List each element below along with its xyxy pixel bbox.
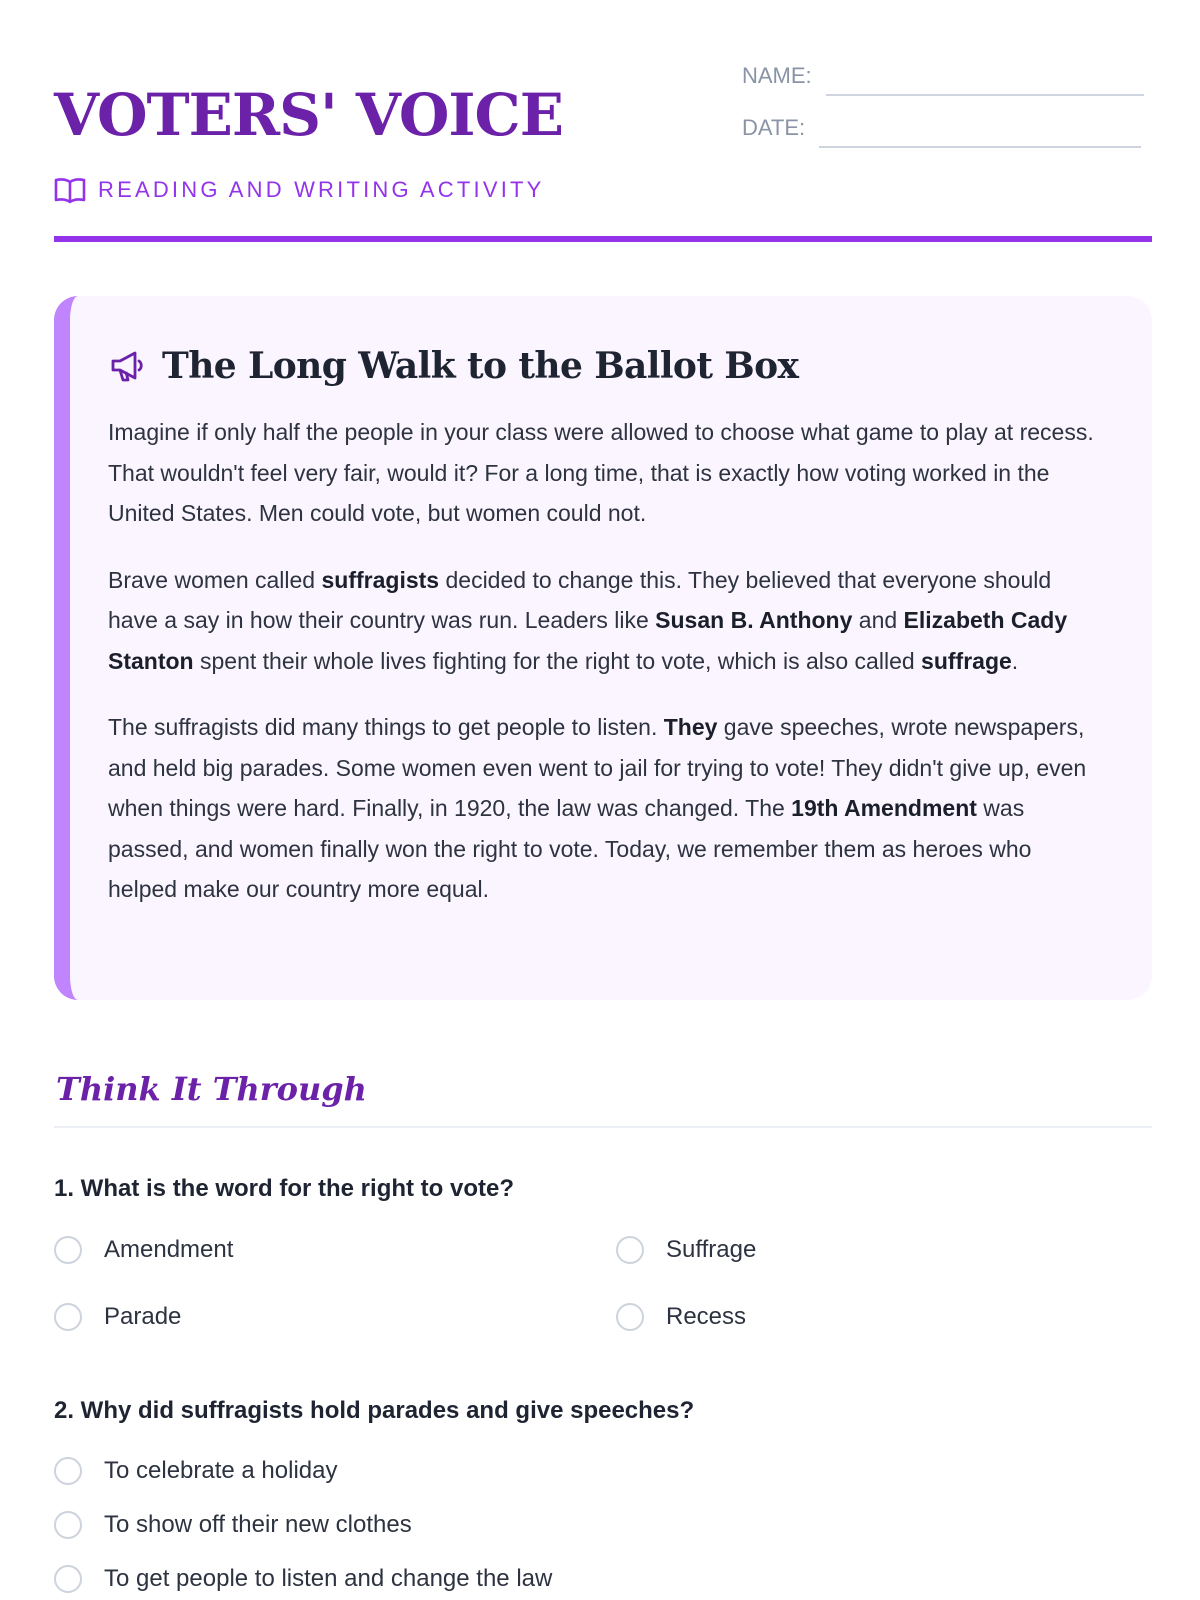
worksheet-title: VOTERS' VOICE [54, 81, 563, 149]
q2-option-clothes[interactable] [54, 1505, 412, 1545]
passage-text: Imagine if only half the people in your class were allowed to choose what game to play at recess. That wouldn't feel very fair, would it? For a long time, that is exactly how voting worked in the United States. Men could vote, but women could not. [108, 419, 1094, 526]
name-field[interactable] [742, 56, 1144, 96]
radio-button[interactable] [54, 1236, 82, 1264]
bold-term: They [663, 714, 718, 740]
option-label: To show off their new clothes [104, 1511, 412, 1538]
passage-text: gave speeches, wrote newspapers, and held big parades. Some women even went to jail for trying to vote! They didn't give up, even when things were hard. Finally, in 1920, the law was changed. The [108, 714, 1087, 821]
megaphone-icon [108, 347, 146, 385]
activity-subtitle [54, 174, 545, 206]
book-open-icon [54, 176, 86, 204]
bold-term: Susan B. Anthony [655, 607, 853, 633]
passage-text: spent their whole lives fighting for the right to vote, which is also called [193, 647, 922, 674]
section-title: Think It Through [56, 1070, 367, 1108]
passage-heading [108, 340, 1100, 392]
radio-button[interactable] [54, 1511, 82, 1539]
q1-option-suffrage[interactable] [616, 1230, 756, 1270]
passage-text: Brave women called [108, 566, 322, 593]
question-2: 2. Why did suffragists hold parades and give speeches? [54, 1397, 695, 1424]
bold-term: Elizabeth Cady Stanton [108, 607, 1068, 674]
radio-button[interactable] [54, 1303, 82, 1331]
radio-button[interactable] [616, 1236, 644, 1264]
passage-paragraph-3 [108, 707, 1100, 910]
option-label: Amendment [104, 1236, 234, 1263]
bold-term: suffrage [921, 647, 1012, 674]
passage-text: decided to change this. They believed that everyone should have a say in how their country was run. Leaders like [108, 566, 1052, 633]
q2-option-change-law[interactable] [54, 1559, 552, 1599]
reading-passage-card [54, 296, 1152, 1000]
option-label: Parade [104, 1303, 182, 1330]
name-input-line[interactable] [826, 58, 1144, 96]
option-label: To get people to listen and change the law [104, 1565, 553, 1592]
q1-option-parade[interactable] [54, 1297, 181, 1337]
radio-button[interactable] [616, 1303, 644, 1331]
radio-button[interactable] [54, 1565, 82, 1593]
q2-option-holiday[interactable] [54, 1451, 337, 1491]
q1-option-amendment[interactable] [54, 1230, 233, 1270]
passage-text: . [1011, 647, 1019, 674]
subtitle-text: READING AND WRITING ACTIVITY [98, 177, 545, 202]
radio-button[interactable] [54, 1457, 82, 1485]
q1-option-recess[interactable] [616, 1297, 746, 1337]
passage-text: and [852, 607, 904, 633]
option-label: To celebrate a holiday [104, 1457, 338, 1484]
date-input-line[interactable] [819, 110, 1141, 148]
date-field[interactable] [742, 108, 1141, 148]
question-1: 1. What is the word for the right to vote? [54, 1175, 514, 1202]
header-divider [54, 236, 1152, 242]
date-label: DATE: [742, 115, 806, 140]
bold-term: suffragists [321, 566, 440, 593]
passage-paragraph-2 [108, 560, 1100, 682]
passage-text: The suffragists did many things to get people to listen. [108, 714, 664, 740]
option-label: Recess [666, 1303, 747, 1330]
passage-paragraph-1 [108, 412, 1100, 534]
option-label: Suffrage [666, 1236, 757, 1263]
passage-title: The Long Walk to the Ballot Box [162, 345, 799, 387]
passage-text: was passed, and women finally won the right to vote. Today, we remember them as heroes who helped make our country more equal. [108, 795, 1032, 902]
section-divider [54, 1126, 1152, 1128]
bold-term: 19th Amendment [791, 795, 977, 821]
name-label: NAME: [742, 63, 812, 88]
